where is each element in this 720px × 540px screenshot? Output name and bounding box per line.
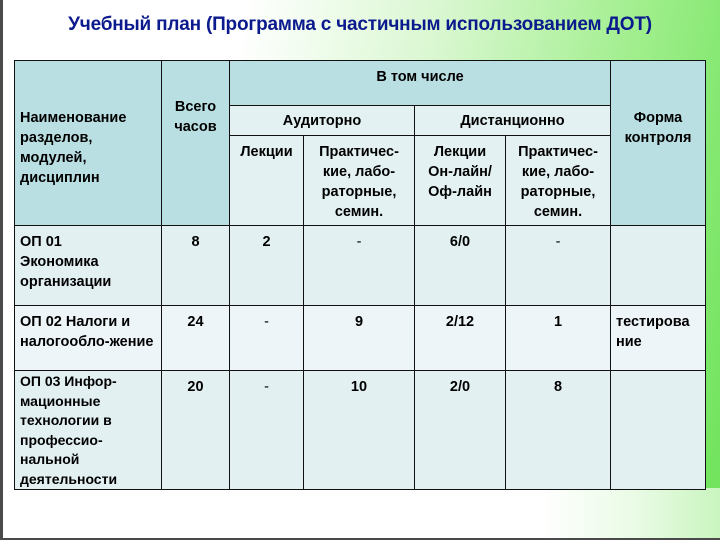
header-classroom-practical: Практичес-кие, лабо-раторные, семин.: [304, 136, 415, 226]
row-classroom-practical: 9: [304, 306, 415, 371]
header-classroom-lectures: Лекции: [230, 136, 304, 226]
row-distance-practical: -: [506, 226, 611, 306]
row-classroom-practical: -: [304, 226, 415, 306]
header-distance: Дистанционно: [415, 106, 611, 136]
header-total-hours: [162, 61, 230, 226]
table-row: [15, 306, 706, 371]
header-control-form: [611, 61, 706, 226]
row-name: ОП 03 Инфор-мационные технологии в профессио-нальной деятельности: [15, 371, 162, 490]
row-distance-lectures: 2/12: [415, 306, 506, 371]
row-classroom-lectures: -: [230, 306, 304, 371]
row-name: ОП 02 Налоги и налогообло-жение: [15, 306, 162, 371]
table-row: [15, 226, 706, 306]
header-control-form-label: Форма контроля: [624, 110, 692, 146]
row-distance-practical: 1: [506, 306, 611, 371]
curriculum-table: [14, 60, 706, 490]
row-control-form: тестирова ние: [611, 306, 706, 371]
row-name: ОП 01 Экономика организации: [15, 226, 162, 306]
header-distance-lectures: Лекции Он-лайн/Оф-лайн: [415, 136, 506, 226]
header-including: В том числе: [230, 61, 611, 106]
row-total: 24: [162, 306, 230, 371]
row-control-form: [611, 226, 706, 306]
row-distance-lectures: 6/0: [415, 226, 506, 306]
header-classroom: Аудиторно: [230, 106, 415, 136]
row-distance-practical: 8: [506, 371, 611, 490]
slide-border-left: [0, 0, 3, 540]
header-name-column: [15, 61, 162, 226]
row-total: 20: [162, 371, 230, 490]
table-row: [15, 371, 706, 490]
row-classroom-practical: 10: [304, 371, 415, 490]
header-total-hours-label: Всего часов: [174, 99, 217, 135]
header-name-label: Наименование разделов, модулей, дисциплин: [20, 110, 127, 186]
row-classroom-lectures: -: [230, 371, 304, 490]
row-total: 8: [162, 226, 230, 306]
row-control-form: [611, 371, 706, 490]
header-distance-practical: Практичес-кие, лабо-раторные, семин.: [506, 136, 611, 226]
row-classroom-lectures: 2: [230, 226, 304, 306]
background-fade: [0, 488, 720, 540]
row-distance-lectures: 2/0: [415, 371, 506, 490]
page-title: Учебный план (Программа с частичным использованием ДОТ): [68, 14, 652, 35]
